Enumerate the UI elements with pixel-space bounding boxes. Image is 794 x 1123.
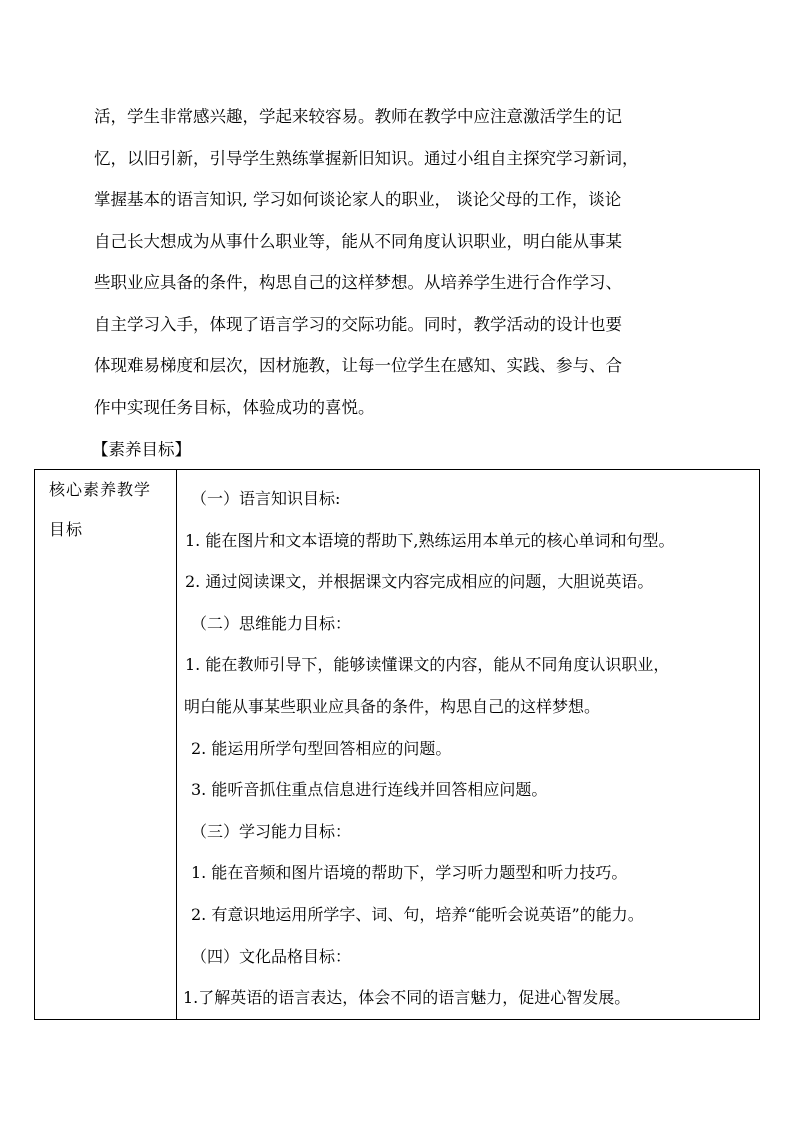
intro-line: 体现难易梯度和层次，因材施教，让每一位学生在感知、实践、参与、合 [94,356,622,375]
goals-label-cell [35,470,177,1020]
goals-label-line: 核心素养教学 [49,480,152,499]
goal-item: 2. 能运用所学句型回答相应的问题。 [191,738,452,758]
intro-line: 自主学习入手，体现了语言学习的交际功能。同时，教学活动的设计也要 [94,314,622,334]
intro-paragraph [94,100,714,432]
goal-item: 1.了解英语的语言表达，体会不同的语言魅力，促进心智发展。 [183,988,631,1008]
goal-item: 2. 通过阅读课文，并根据课文内容完成相应的问题，大胆说英语。 [185,572,654,592]
intro-line: 作中实现任务目标，体验成功的喜悦。 [94,397,375,417]
section-title: 【素养目标】 [92,440,191,459]
intro-line: 忆，以旧引新，引导学生熟练掌握新旧知识。通过小组自主探究学习新词， [94,148,639,168]
goal-heading: （三）学习能力目标： [191,821,352,841]
goal-heading: （二）思维能力目标： [191,613,352,633]
goal-item-continuation: 明白能从事某些职业应具备的条件，构思自己的这样梦想。 [184,696,601,716]
goal-item: 1. 能在图片和文本语境的帮助下,熟练运用本单元的核心单词和句型。 [185,530,675,550]
goals-label-line: 目标 [49,520,84,539]
intro-line: 掌握基本的语言知识, 学习如何谈论家人的职业， 谈论父母的工作，谈论 [94,190,622,209]
goal-item: 2. 有意识地运用所学字、词、句，培养“能听会说英语”的能力。 [191,904,644,924]
goal-item: 3. 能听音抓住重点信息进行连线并回答相应问题。 [191,780,548,800]
goals-table-row [35,470,760,1020]
goals-content-cell [177,470,760,1020]
intro-line: 些职业应具备的条件，构思自己的这样梦想。从培养学生进行合作学习、 [94,273,622,292]
intro-line: 活，学生非常感兴趣，学起来较容易。教师在教学中应注意激活学生的记 [94,107,622,126]
goal-heading: （四）文化品格目标： [191,946,352,966]
intro-line: 自己长大想成为从事什么职业等，能从不同角度认识职业，明白能从事某 [94,231,622,251]
goal-heading: （一）语言知识目标: [191,489,341,508]
goals-label [35,470,176,550]
goals-table [34,469,760,1020]
goals-list [177,470,759,1019]
goal-item: 1. 能在教师引导下，能够读懂课文的内容，能从不同角度认识职业， [185,655,670,675]
goal-item: 1. 能在音频和图片语境的帮助下，学习听力题型和听力技巧。 [191,863,628,883]
